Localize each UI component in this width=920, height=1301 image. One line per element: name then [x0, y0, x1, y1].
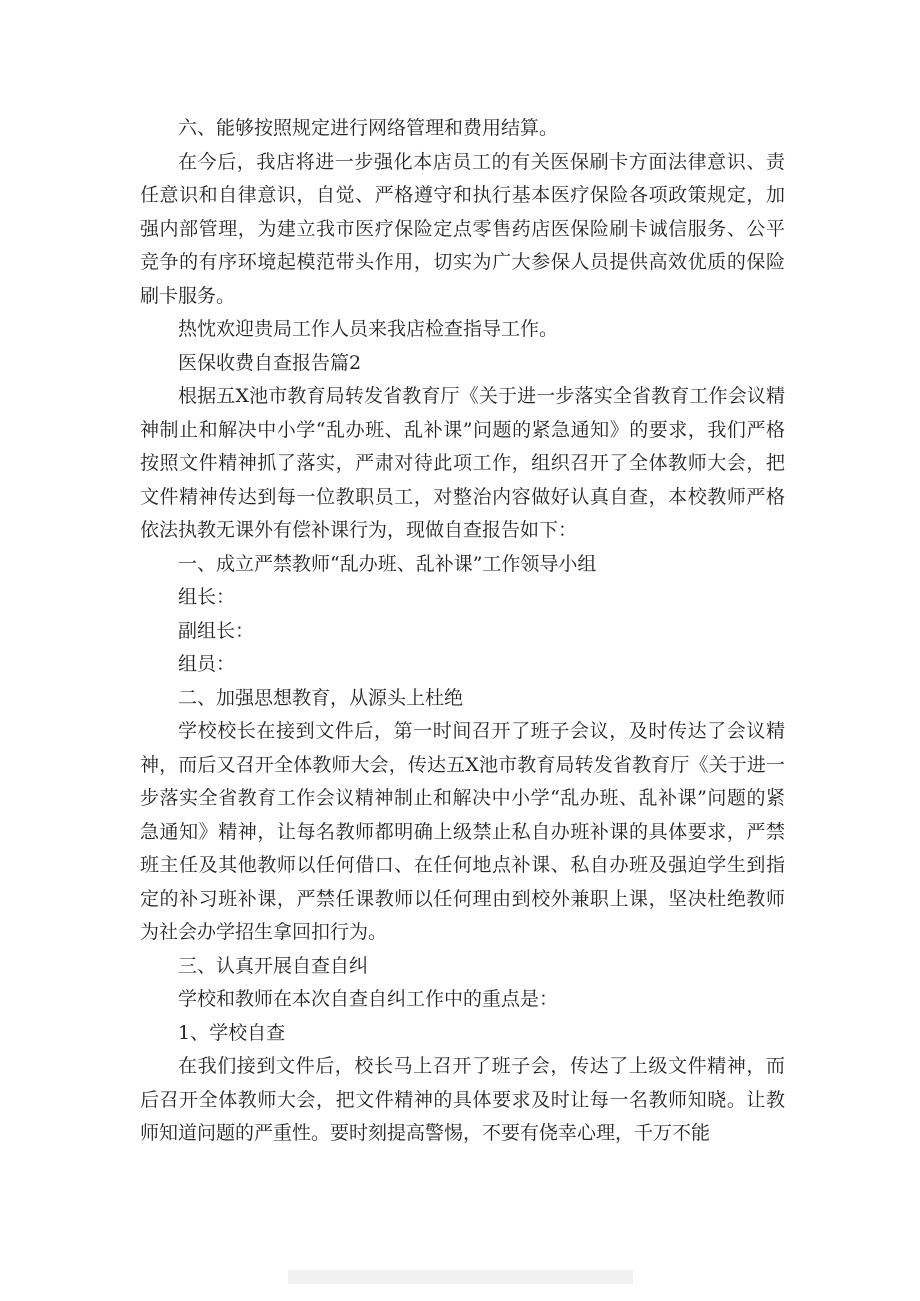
paragraph-school-self-check: 在我们接到文件后，校长马上召开了班子会，传达了上级文件精神，而后召开全体教师大会，把文件精神的具体要求及时让每一名教师知晓。让教师知道问题的严重性。要时刻提高警惕，不要有侥幸心理，千万不能: [140, 1055, 785, 1144]
line-deputy-leader: 副组长：: [178, 619, 255, 642]
footer-bar: [288, 1270, 633, 1284]
document-body: [140, 112, 785, 1151]
heading-section-1: 一、成立严禁教师“乱办班、乱补课”工作领导小组: [178, 552, 597, 575]
paragraph-report-intro: 根据五X池市教育局转发省教育厅《关于进一步落实全省教育工作会议精神制止和解决中小学“乱办班、乱补课”问题的紧急通知》的要求，我们严格按照文件精神抓了落实，严肃对待此项工作，组织召开了全体教师大会，把文件精神传达到每一位教职员工，对整治内容做好认真自查，本校教师严格依法执教无课外有偿补课行为，现做自查报告如下：: [140, 385, 785, 541]
heading-section-2: 二、加强思想教育，从源头上杜绝: [178, 686, 464, 709]
heading-school-self-check: 1、学校自查: [178, 1021, 286, 1044]
paragraph-self-check-focus: 学校和教师在本次自查自纠工作中的重点是：: [178, 988, 559, 1010]
line-group-members: 组员：: [178, 653, 236, 675]
heading-section-3: 三、认真开展自查自纠: [178, 954, 369, 977]
line-group-leader: 组长：: [178, 586, 236, 608]
section-title-report-2: 医保收费自查报告篇2: [178, 351, 362, 374]
paragraph-welcome-inspection: 热忱欢迎贵局工作人员来我店检查指导工作。: [178, 318, 559, 340]
paragraph-future-commitment: 在今后，我店将进一步强化本店员工的有关医保刷卡方面法律意识、责任意识和自律意识，自觉、严格遵守和执行基本医疗保险各项政策规定，加强内部管理，为建立我市医疗保险定点零售药店医保险刷卡诚信服务、公平竞争的有序环境起模范带头作用，切实为广大参保人员提供高效优质的保险刷卡服务。: [140, 150, 785, 307]
paragraph-item-6: 六、能够按照规定进行网络管理和费用结算。: [178, 117, 559, 139]
paragraph-ideological-education: 学校校长在接到文件后，第一时间召开了班子会议，及时传达了会议精神，而后又召开全体教师大会，传达五X池市教育局转发省教育厅《关于进一步落实全省教育工作会议精神制止和解决中小学“乱办班、乱补课”问题的紧急通知》精神，让每名教师都明确上级禁止私自办班补课的具体要求，严禁班主任及其他教师以任何借口、在任何地点补课、私自办班及强迫学生到指定的补习班补课，严禁任课教师以任何理由到校外兼职上课，坚决杜绝教师为社会办学招生拿回扣行为。: [140, 720, 785, 943]
